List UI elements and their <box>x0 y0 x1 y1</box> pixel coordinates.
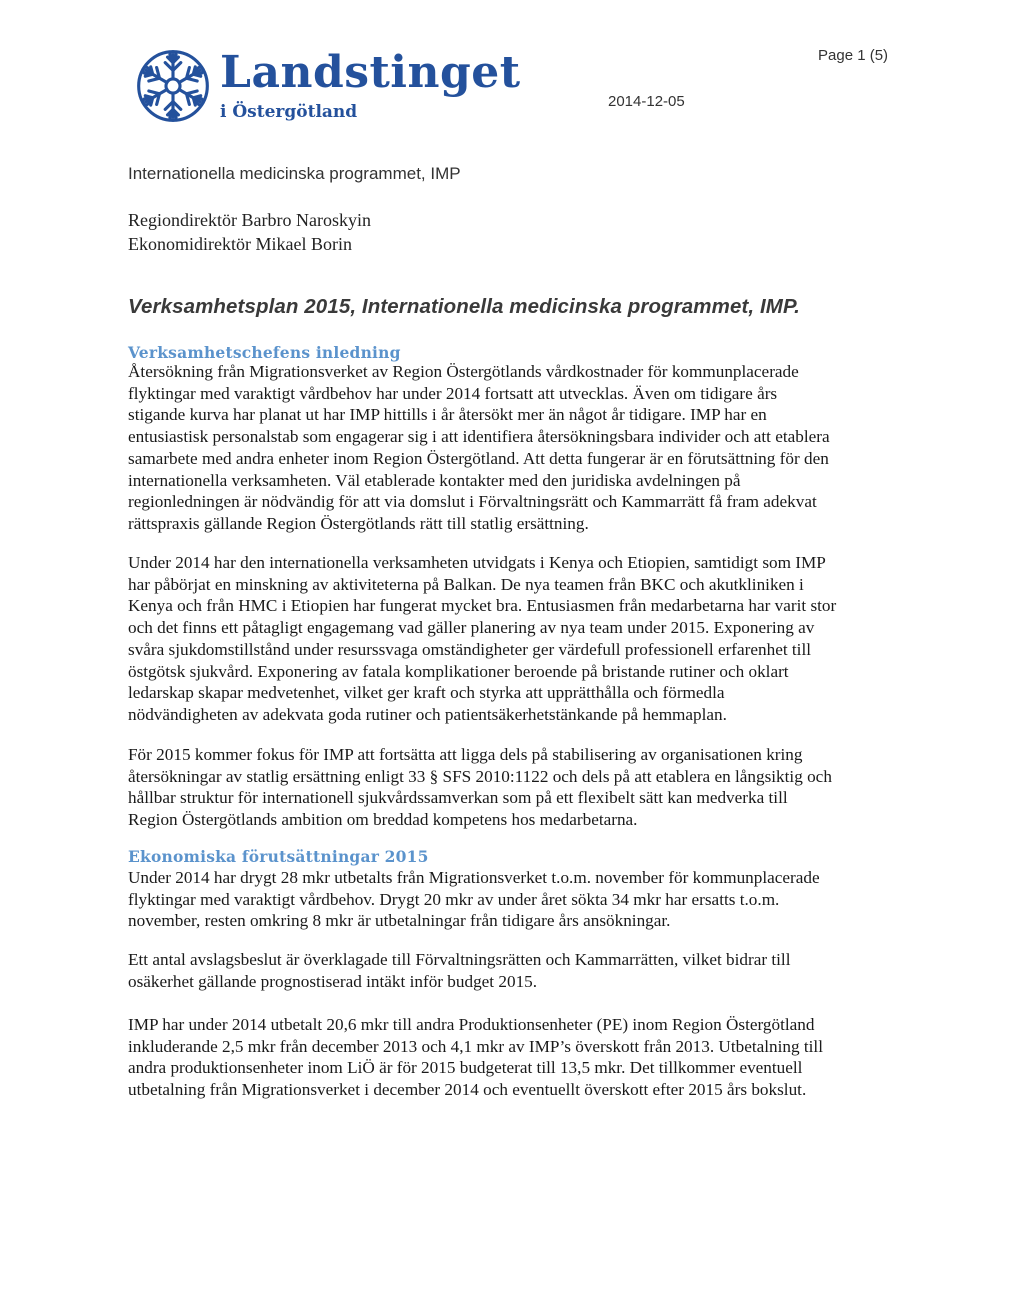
text-line: samarbete med andra enheter inom Region Östergötland. Att detta fungerar är en förutsättning för den <box>128 448 829 468</box>
text-line: regionledningen är nödvändig för att via domslut i Förvaltningsrätt och Kammarrätt få fram adekvat <box>128 492 817 512</box>
paragraph <box>128 867 918 932</box>
text-line: återsökningar av statlig ersättning enligt 33 § SFS 2010:1122 och dels på att etablera en långsiktig och <box>128 766 832 786</box>
paragraph <box>128 744 918 831</box>
recipients-block <box>128 208 371 256</box>
text-line: flyktingar med varaktigt vårdbehov har under 2014 fortsatt att utvecklas. Även om tidigare års <box>128 383 778 403</box>
text-line: ledarskap skapar medvetenhet, vilket ger kraft och styrka att upprätthålla och förmedla <box>128 683 725 703</box>
text-line: andra produktionsenheter inom LiÖ är för 2015 budgeterat till 13,5 mkr. Det tillkommer eventuell <box>128 1058 803 1078</box>
text-line: internationella verksamheten. Väl etablerade kontakter med den juridiska avdelningen på <box>128 470 741 490</box>
snowflake-crest-icon <box>134 47 212 125</box>
text-line: har påbörjat en minskning av aktiviteterna på Balkan. De nya teamen från BKC och akutkliniken i <box>128 574 804 594</box>
paragraph <box>128 361 918 535</box>
text-line: svåra sjukdomstillstånd under resurssvaga omständigheter ger värdefull professionell erfarenhet till <box>128 639 812 659</box>
text-line: Återsökning från Migrationsverket av Region Östergötlands vårdkostnader för kommunplacerade <box>128 362 799 381</box>
text-line: hållbar struktur för internationell sjukvårdssamverkan som på ett flexibelt sätt kan medverka till <box>128 788 788 808</box>
recipient-regiondirektor: Regiondirektör Barbro Naroskyin <box>128 210 371 230</box>
text-line: entusiastisk personalstab som engagerar sig i att identifiera återsökningsbara individer och att etablera <box>128 427 830 447</box>
logo-subtitle: i Östergötland <box>220 102 358 122</box>
text-line: inkluderande 2,5 mkr från december 2013 och 4,1 mkr av IMP’s överskott från 2013. Utbetalning till <box>128 1036 823 1056</box>
section-heading-ekonomiska: Ekonomiska förutsättningar 2015 <box>128 847 429 866</box>
text-line: Under 2014 har drygt 28 mkr utbetalts från Migrationsverket t.o.m. november för kommunplacerade <box>128 868 820 887</box>
text-line: stigande kurva har planat ut har IMP hittills i år återsökt mer än något år tidigare. IMP har en <box>128 405 767 425</box>
paragraph <box>128 949 918 992</box>
text-line: nödvändigheten av adekvata goda rutiner och patientsäkerhetstänkande på hemmaplan. <box>128 704 727 724</box>
text-line: flyktingar med varaktigt vårdbehov. Drygt 20 mkr av under året sökta 34 mkr har ersatts t.o.m. <box>128 889 780 909</box>
text-line: För 2015 kommer fokus för IMP att fortsätta att ligga dels på stabilisering av organisationen kring <box>128 745 803 764</box>
text-line: november, resten omkring 8 mkr är utbetalningar från tidigare års ansökningar. <box>128 911 671 931</box>
text-line: rättspraxis gällande Region Östergötlands rätt till statlig ersättning. <box>128 513 589 533</box>
recipient-ekonomidirektor: Ekonomidirektör Mikael Borin <box>128 234 352 254</box>
paragraph <box>128 1014 918 1101</box>
text-line: och det finns ett påtagligt engagemang vad gäller planering av nya team under 2015. Exponering av <box>128 618 815 638</box>
page-number: Page 1 (5) <box>818 47 889 64</box>
logo-name: Landstinget <box>220 47 521 98</box>
document-title: Verksamhetsplan 2015, Internationella medicinska programmet, IMP. <box>128 295 800 318</box>
text-line: osäkerhet gällande prognostiserad intäkt inför budget 2015. <box>128 971 538 991</box>
section-heading-inledning: Verksamhetschefens inledning <box>128 343 401 362</box>
paragraph <box>128 552 918 726</box>
document-date: 2014-12-05 <box>608 93 685 110</box>
text-line: utbetalning från Migrationsverket i december 2014 och eventuellt överskott efter 2015 års bokslut. <box>128 1080 807 1100</box>
text-line: IMP har under 2014 utbetalt 20,6 mkr till andra Produktionsenheter (PE) inom Region Östergötland <box>128 1015 815 1034</box>
text-line: Region Östergötlands ambition om breddad kompetens hos medarbetarna. <box>128 810 638 830</box>
text-line: östgötsk sjukvård. Exponering av fatala komplikationer beroende på bristande rutiner och oklart <box>128 661 789 681</box>
text-line: Kenya och från HMC i Etiopien har fungerat mycket bra. Entusiasmen från medarbetarna har varit stor <box>128 596 837 616</box>
text-line: Ett antal avslagsbeslut är överklagade till Förvaltningsrätten och Kammarrätten, vilket bidrar till <box>128 950 791 969</box>
text-line: Under 2014 har den internationella verksamheten utvidgats i Kenya och Etiopien, samtidigt som IMP <box>128 553 826 572</box>
department-name: Internationella medicinska programmet, IMP <box>128 164 461 183</box>
logo <box>134 44 521 134</box>
